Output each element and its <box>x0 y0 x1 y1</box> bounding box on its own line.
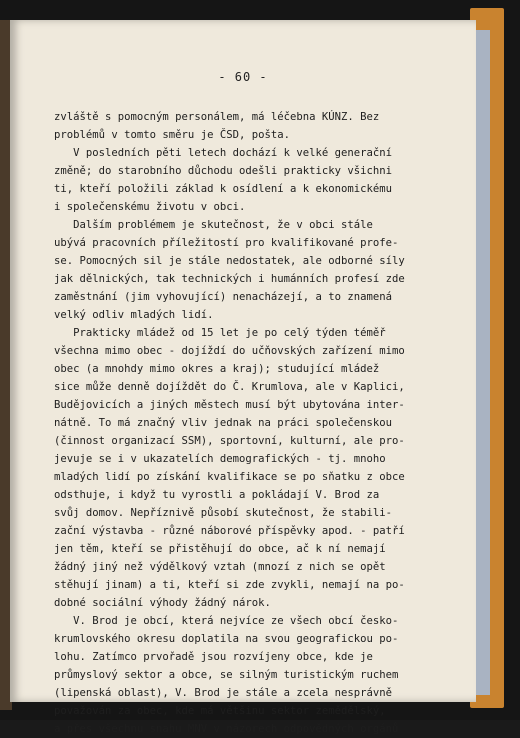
text-line: problémů v tomto směru je ČSD, pošta. <box>54 129 290 141</box>
text-line: ti, kteří položili základ k osídlení a k ekonomickému <box>54 183 393 195</box>
text-line: všechna mimo obec - dojíždí do učňovských zařízení mimo <box>54 345 405 357</box>
text-line: obec (a mnohdy mimo okres a kraj); studující mládež <box>54 363 380 375</box>
text-line: Budějovicích a jiných městech musí být ubytována inter- <box>54 399 405 411</box>
text-line: ubývá pracovních příležitostí pro kvalifikované profe- <box>54 237 399 249</box>
text-line: V posledních pěti letech dochází k velké generační <box>54 147 393 159</box>
text-line: jak dělnických, tak technických i humánních profesí zde <box>54 273 405 285</box>
text-line: Dalším problémem je skutečnost, že v obci stále <box>54 219 373 231</box>
body-text <box>54 108 454 738</box>
text-line: odsthuje, i když tu vyrostli a pokládají V. Brod za <box>54 489 380 501</box>
text-line: stěhují jinam) a ti, kteří si zde zvykli, nemají na po- <box>54 579 405 591</box>
text-line: velký odliv mladých lidí. <box>54 309 214 321</box>
text-line: lohu. Zatímco prvořadě jsou rozvíjeny obce, kde je <box>54 651 373 663</box>
text-line: Prakticky mládež od 15 let je po celý týden téměř <box>54 327 386 339</box>
page-number: - 60 - <box>218 70 268 84</box>
text-line: zaměstnání (jim vyhovující) nenacházejí, a to znamená <box>54 291 393 303</box>
text-line: průmyslový sektor a obce, se silným turistickým ruchem <box>54 669 399 681</box>
document-page <box>10 20 476 735</box>
text-line: svůj domov. Nepříznivě působí skutečnost, že stabili- <box>54 507 393 519</box>
text-line: krumlovského okresu doplatila na svou geografickou po- <box>54 633 399 645</box>
text-line: nátně. To má značný vliv jednak na práci společenskou <box>54 417 393 429</box>
text-line: změně; do starobního důchodu odešli prakticky všichni <box>54 165 393 177</box>
text-line: mladých lidí po získání kvalifikace se po sňatku z obce <box>54 471 405 483</box>
text-line: sice může denně dojíždět do Č. Krumlova, ale v Kaplici, <box>54 381 405 393</box>
text-line: jen těm, kteří se přistěhují do obce, ač k ní nemají <box>54 543 386 555</box>
text-line: zační výstavba - různé náborové příspěvky apod. - patří <box>54 525 405 537</box>
text-line: zvláště s pomocným personálem, má léčebna KÚNZ. Bez <box>54 111 380 123</box>
text-line: (činnost organizací SSM), sportovní, kulturní, ale pro- <box>54 435 405 447</box>
text-line: i společenskému životu v obci. <box>54 201 246 213</box>
text-line: jevuje se i v ukazatelích demografických - tj. mnoho <box>54 453 386 465</box>
text-line: se. Pomocných sil je stále nedostatek, ale odborné síly <box>54 255 405 267</box>
text-line: V. Brod je obcí, která nejvíce ze všech obcí česko- <box>54 615 399 627</box>
text-line: a přes všechnu snahu MNV v názorech odpovědných orgánů <box>54 723 399 735</box>
text-line: považován za obec, kde má většinu sektor zemědělský, <box>54 705 386 717</box>
text-line: (lipenská oblast), V. Brod je stále a zcela nesprávně <box>54 687 393 699</box>
text-line: dobné sociální výhody žádný nárok. <box>54 597 271 609</box>
text-line: žádný jiný než výdělkový vztah (mnozí z nich se opět <box>54 561 386 573</box>
